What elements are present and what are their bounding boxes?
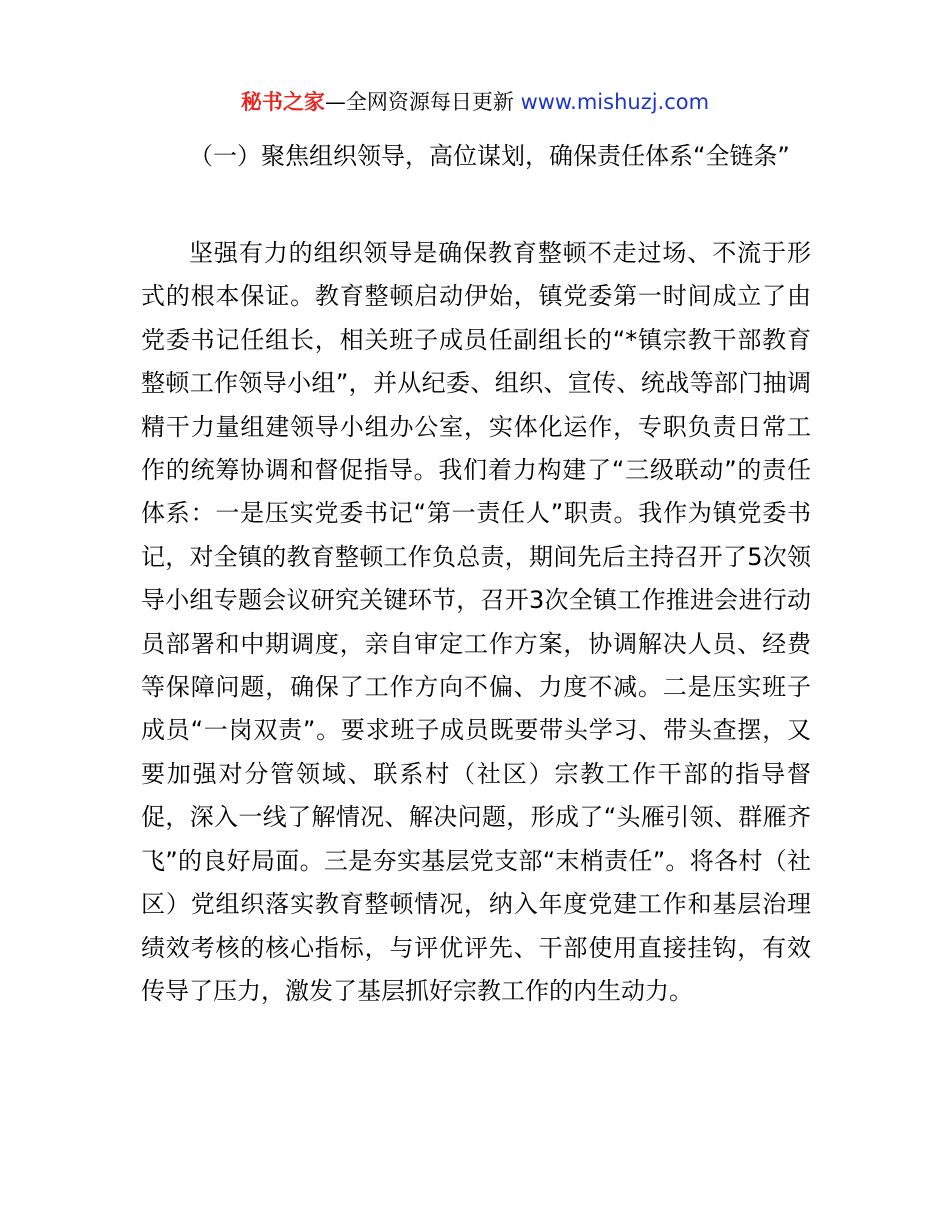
section-heading: （一）聚焦组织领导，高位谋划，确保责任体系“全链条” (189, 142, 790, 170)
body-paragraph: 坚强有力的组织领导是确保教育整顿不走过场、不流于形式的根本保证。教育整顿启动伊始，镇党委第一时间成立了由党委书记任组长，相关班子成员任副组长的“*镇宗教干部教育整顿工作领导小组”，并从纪委、组织、宣传、统战等部门抽调精干力量组建领导小组办公室，实体化运作，专职负责日常工作的统筹协调和督促指导。我们着力构建了“三级联动”的责任体系：一是压实党委书记“第一责任人”职责。我作为镇党委书记，对全镇的教育整顿工作负总责，期间先后主持召开了5次领导小组专题会议研究关键环节，召开3次全镇工作推进会进行动员部署和中期调度，亲自审定工作方案，协调解决人员、经费等保障问题，确保了工作方向不偏、力度不减。二是压实班子成员“一岗双责”。要求班子成员既要带头学习、带头查摆，又要加强对分管领域、联系村（社区）宗教工作干部的指导督促，深入一线了解情况、解决问题，形成了“头雁引领、群雁齐飞”的良好局面。三是夯实基层党支部“末梢责任”。将各村（社区）党组织落实教育整顿情况，纳入年度党建工作和基层治理绩效考核的核心指标，与评优评先、干部使用直接挂钩，有效传导了压力，激发了基层抓好宗教工作的内生动力。 (141, 239, 811, 1005)
site-brand: 秘书之家 (240, 90, 325, 114)
site-header (0, 86, 950, 118)
site-slogan: —全网资源每日更新 (324, 90, 521, 114)
site-url-link[interactable]: www.mishuzj.com (520, 90, 710, 114)
